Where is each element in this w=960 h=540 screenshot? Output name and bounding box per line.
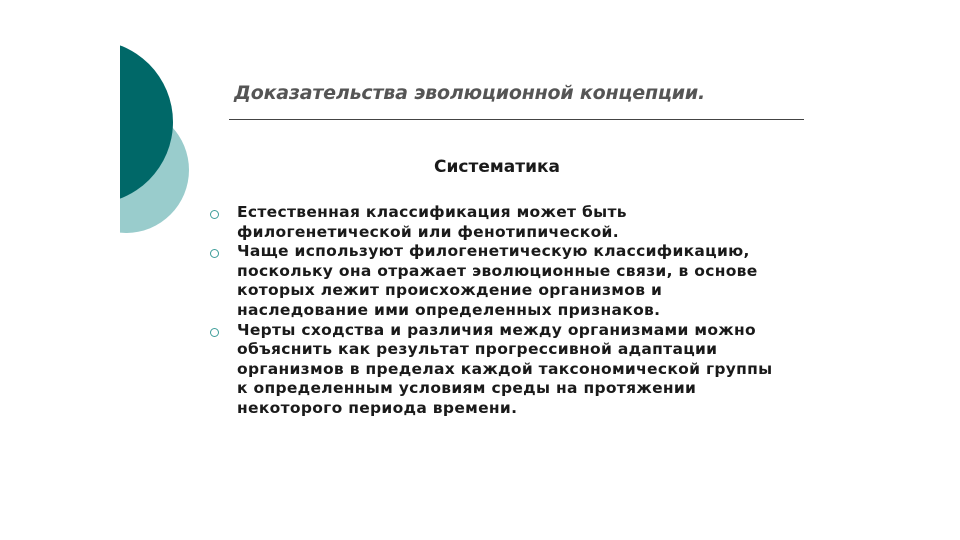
bullet-text-line: организмов в пределах каждой таксономической группы [237,359,773,378]
slide-subtitle: Систематика [434,157,560,177]
bullet-text-line: некоторого периода времени. [237,398,518,417]
title-divider [229,119,804,120]
bullet-text-line: которых лежит происхождение организмов и [237,281,663,300]
bullet-circle-icon [210,210,219,219]
bullet-item [210,242,810,320]
bullet-text-line: Чаще используют филогенетическую классификацию, [237,242,750,261]
bullet-text-line: к определенным условиям среды на протяжении [237,379,697,398]
bullet-circle-icon [210,328,219,337]
bullet-text-line: поскольку она отражает эволюционные связи, в основе [237,261,758,280]
bullet-circle-icon [210,249,219,258]
bullet-text-line: наследование ими определенных признаков. [237,300,661,319]
slide-decoration [0,0,200,300]
bullet-list [210,203,810,419]
bullet-item [210,203,810,242]
bullet-text-line: Черты сходства и различия между организмами можно [237,320,756,339]
slide-title: Доказательства эволюционной концепции. [234,82,706,104]
left-mask [0,0,120,300]
bullet-text-line: филогенетической или фенотипической. [237,222,619,241]
bullet-text-line: объяснить как результат прогрессивной адаптации [237,340,718,359]
bullet-item [210,321,810,419]
bullet-text-line: Естественная классификация может быть [237,203,627,221]
